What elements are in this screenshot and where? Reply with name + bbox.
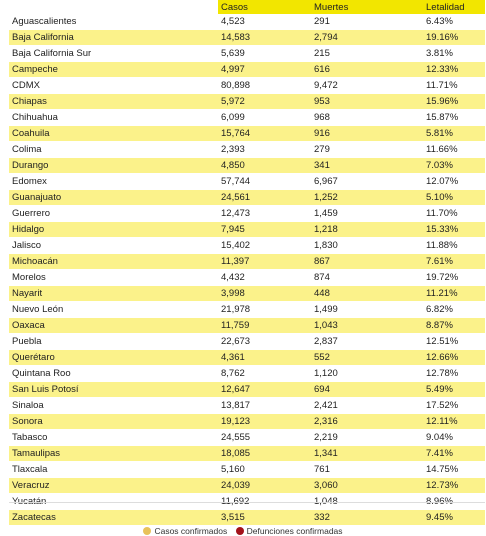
state-cell: Zacatecas xyxy=(9,510,218,526)
letalidad-cell: 6.43% xyxy=(423,14,485,30)
muertes-cell: 552 xyxy=(311,350,423,366)
casos-cell: 24,555 xyxy=(218,430,311,446)
state-cell: Oaxaca xyxy=(9,318,218,334)
muertes-cell: 968 xyxy=(311,110,423,126)
table-row xyxy=(9,302,485,318)
state-cell: Colima xyxy=(9,142,218,158)
muertes-cell: 1,499 xyxy=(311,302,423,318)
state-cell: Chiapas xyxy=(9,94,218,110)
casos-cell: 24,561 xyxy=(218,190,311,206)
column-header-muertes: Muertes xyxy=(311,0,423,14)
state-cell: Baja California Sur xyxy=(9,46,218,62)
casos-cell: 12,473 xyxy=(218,206,311,222)
muertes-cell: 694 xyxy=(311,382,423,398)
table-row xyxy=(9,510,485,526)
letalidad-cell: 8.87% xyxy=(423,318,485,334)
table-row xyxy=(9,110,485,126)
table-row xyxy=(9,94,485,110)
table-row xyxy=(9,46,485,62)
state-cell: Nuevo León xyxy=(9,302,218,318)
state-cell: Baja California xyxy=(9,30,218,46)
letalidad-cell: 12.07% xyxy=(423,174,485,190)
muertes-cell: 3,060 xyxy=(311,478,423,494)
table-row xyxy=(9,398,485,414)
letalidad-cell: 11.88% xyxy=(423,238,485,254)
divider xyxy=(9,502,485,503)
table-row xyxy=(9,238,485,254)
casos-cell: 2,393 xyxy=(218,142,311,158)
table-row xyxy=(9,78,485,94)
muertes-cell: 448 xyxy=(311,286,423,302)
state-cell: Jalisco xyxy=(9,238,218,254)
casos-cell: 15,764 xyxy=(218,126,311,142)
letalidad-cell: 5.49% xyxy=(423,382,485,398)
table-row xyxy=(9,318,485,334)
casos-cell: 3,998 xyxy=(218,286,311,302)
state-cell: Coahuila xyxy=(9,126,218,142)
muertes-cell: 1,218 xyxy=(311,222,423,238)
letalidad-cell: 15.96% xyxy=(423,94,485,110)
column-header-letalidad: Letalidad xyxy=(423,0,485,14)
letalidad-cell: 11.66% xyxy=(423,142,485,158)
muertes-cell: 291 xyxy=(311,14,423,30)
casos-cell: 14,583 xyxy=(218,30,311,46)
legend-item-defunciones xyxy=(236,526,343,536)
table-row xyxy=(9,366,485,382)
legend xyxy=(0,525,486,536)
casos-cell: 8,762 xyxy=(218,366,311,382)
state-cell: Sonora xyxy=(9,414,218,430)
letalidad-cell: 11.71% xyxy=(423,78,485,94)
letalidad-cell: 9.45% xyxy=(423,510,485,526)
casos-cell: 4,997 xyxy=(218,62,311,78)
casos-cell: 4,361 xyxy=(218,350,311,366)
casos-cell: 18,085 xyxy=(218,446,311,462)
casos-cell: 11,397 xyxy=(218,254,311,270)
casos-cell: 80,898 xyxy=(218,78,311,94)
muertes-cell: 1,459 xyxy=(311,206,423,222)
state-cell: Sinaloa xyxy=(9,398,218,414)
casos-cell: 4,523 xyxy=(218,14,311,30)
state-cell: Hidalgo xyxy=(9,222,218,238)
muertes-cell: 1,120 xyxy=(311,366,423,382)
state-cell: Nayarit xyxy=(9,286,218,302)
casos-cell: 5,972 xyxy=(218,94,311,110)
table-row xyxy=(9,446,485,462)
table-row xyxy=(9,62,485,78)
table-row xyxy=(9,30,485,46)
state-cell: Tlaxcala xyxy=(9,462,218,478)
state-cell: Edomex xyxy=(9,174,218,190)
state-cell: Campeche xyxy=(9,62,218,78)
state-cell: Aguascalientes xyxy=(9,14,218,30)
table-row xyxy=(9,142,485,158)
letalidad-cell: 12.73% xyxy=(423,478,485,494)
muertes-cell: 215 xyxy=(311,46,423,62)
muertes-cell: 1,043 xyxy=(311,318,423,334)
state-cell: CDMX xyxy=(9,78,218,94)
casos-cell: 15,402 xyxy=(218,238,311,254)
legend-label-defunciones: Defunciones confirmadas xyxy=(246,525,343,536)
letalidad-cell: 7.41% xyxy=(423,446,485,462)
letalidad-cell: 12.66% xyxy=(423,350,485,366)
legend-swatch-defunciones xyxy=(236,527,244,535)
letalidad-cell: 5.10% xyxy=(423,190,485,206)
table-row xyxy=(9,430,485,446)
muertes-cell: 761 xyxy=(311,462,423,478)
casos-cell: 22,673 xyxy=(218,334,311,350)
muertes-cell: 2,421 xyxy=(311,398,423,414)
table-row xyxy=(9,462,485,478)
letalidad-cell: 12.78% xyxy=(423,366,485,382)
casos-cell: 5,160 xyxy=(218,462,311,478)
muertes-cell: 332 xyxy=(311,510,423,526)
letalidad-cell: 12.33% xyxy=(423,62,485,78)
state-cell: Querétaro xyxy=(9,350,218,366)
casos-cell: 11,759 xyxy=(218,318,311,334)
legend-item-casos xyxy=(143,526,227,536)
casos-cell: 57,744 xyxy=(218,174,311,190)
table-body xyxy=(9,14,485,526)
state-cell: Guanajuato xyxy=(9,190,218,206)
state-cell: Quintana Roo xyxy=(9,366,218,382)
state-cell: San Luis Potosí xyxy=(9,382,218,398)
muertes-cell: 1,252 xyxy=(311,190,423,206)
table-row xyxy=(9,286,485,302)
table-row xyxy=(9,206,485,222)
muertes-cell: 2,794 xyxy=(311,30,423,46)
table-row xyxy=(9,334,485,350)
letalidad-cell: 19.16% xyxy=(423,30,485,46)
letalidad-cell: 11.21% xyxy=(423,286,485,302)
muertes-cell: 1,341 xyxy=(311,446,423,462)
casos-cell: 24,039 xyxy=(218,478,311,494)
table-row xyxy=(9,382,485,398)
table-row xyxy=(9,126,485,142)
letalidad-cell: 17.52% xyxy=(423,398,485,414)
state-cell: Morelos xyxy=(9,270,218,286)
legend-swatch-casos xyxy=(143,527,151,535)
muertes-cell: 2,837 xyxy=(311,334,423,350)
letalidad-cell: 7.03% xyxy=(423,158,485,174)
muertes-cell: 953 xyxy=(311,94,423,110)
state-stats-table xyxy=(9,0,485,526)
letalidad-cell: 9.04% xyxy=(423,430,485,446)
casos-cell: 13,817 xyxy=(218,398,311,414)
table-row xyxy=(9,478,485,494)
muertes-cell: 279 xyxy=(311,142,423,158)
letalidad-cell: 5.81% xyxy=(423,126,485,142)
casos-cell: 21,978 xyxy=(218,302,311,318)
muertes-cell: 874 xyxy=(311,270,423,286)
letalidad-cell: 7.61% xyxy=(423,254,485,270)
letalidad-cell: 11.70% xyxy=(423,206,485,222)
table-row xyxy=(9,222,485,238)
muertes-cell: 916 xyxy=(311,126,423,142)
letalidad-cell: 14.75% xyxy=(423,462,485,478)
letalidad-cell: 12.51% xyxy=(423,334,485,350)
casos-cell: 19,123 xyxy=(218,414,311,430)
casos-cell: 3,515 xyxy=(218,510,311,526)
header-row xyxy=(9,0,485,14)
muertes-cell: 2,316 xyxy=(311,414,423,430)
muertes-cell: 6,967 xyxy=(311,174,423,190)
casos-cell: 5,639 xyxy=(218,46,311,62)
table-row xyxy=(9,350,485,366)
muertes-cell: 616 xyxy=(311,62,423,78)
state-cell: Veracruz xyxy=(9,478,218,494)
letalidad-cell: 3.81% xyxy=(423,46,485,62)
muertes-cell: 2,219 xyxy=(311,430,423,446)
casos-cell: 4,850 xyxy=(218,158,311,174)
table-row xyxy=(9,190,485,206)
muertes-cell: 867 xyxy=(311,254,423,270)
table-row xyxy=(9,14,485,30)
state-cell: Durango xyxy=(9,158,218,174)
legend-label-casos: Casos confirmados xyxy=(154,525,228,536)
column-header-casos: Casos xyxy=(218,0,311,14)
casos-cell: 4,432 xyxy=(218,270,311,286)
state-cell: Tamaulipas xyxy=(9,446,218,462)
table-row xyxy=(9,254,485,270)
table-row xyxy=(9,414,485,430)
state-cell: Michoacán xyxy=(9,254,218,270)
muertes-cell: 1,830 xyxy=(311,238,423,254)
table-row xyxy=(9,158,485,174)
state-cell: Puebla xyxy=(9,334,218,350)
casos-cell: 12,647 xyxy=(218,382,311,398)
table-row xyxy=(9,174,485,190)
letalidad-cell: 6.82% xyxy=(423,302,485,318)
letalidad-cell: 12.11% xyxy=(423,414,485,430)
state-cell: Chihuahua xyxy=(9,110,218,126)
muertes-cell: 9,472 xyxy=(311,78,423,94)
state-cell: Guerrero xyxy=(9,206,218,222)
letalidad-cell: 15.33% xyxy=(423,222,485,238)
column-header-state xyxy=(9,0,218,14)
casos-cell: 7,945 xyxy=(218,222,311,238)
letalidad-cell: 19.72% xyxy=(423,270,485,286)
muertes-cell: 341 xyxy=(311,158,423,174)
state-cell: Tabasco xyxy=(9,430,218,446)
letalidad-cell: 15.87% xyxy=(423,110,485,126)
casos-cell: 6,099 xyxy=(218,110,311,126)
table-row xyxy=(9,270,485,286)
